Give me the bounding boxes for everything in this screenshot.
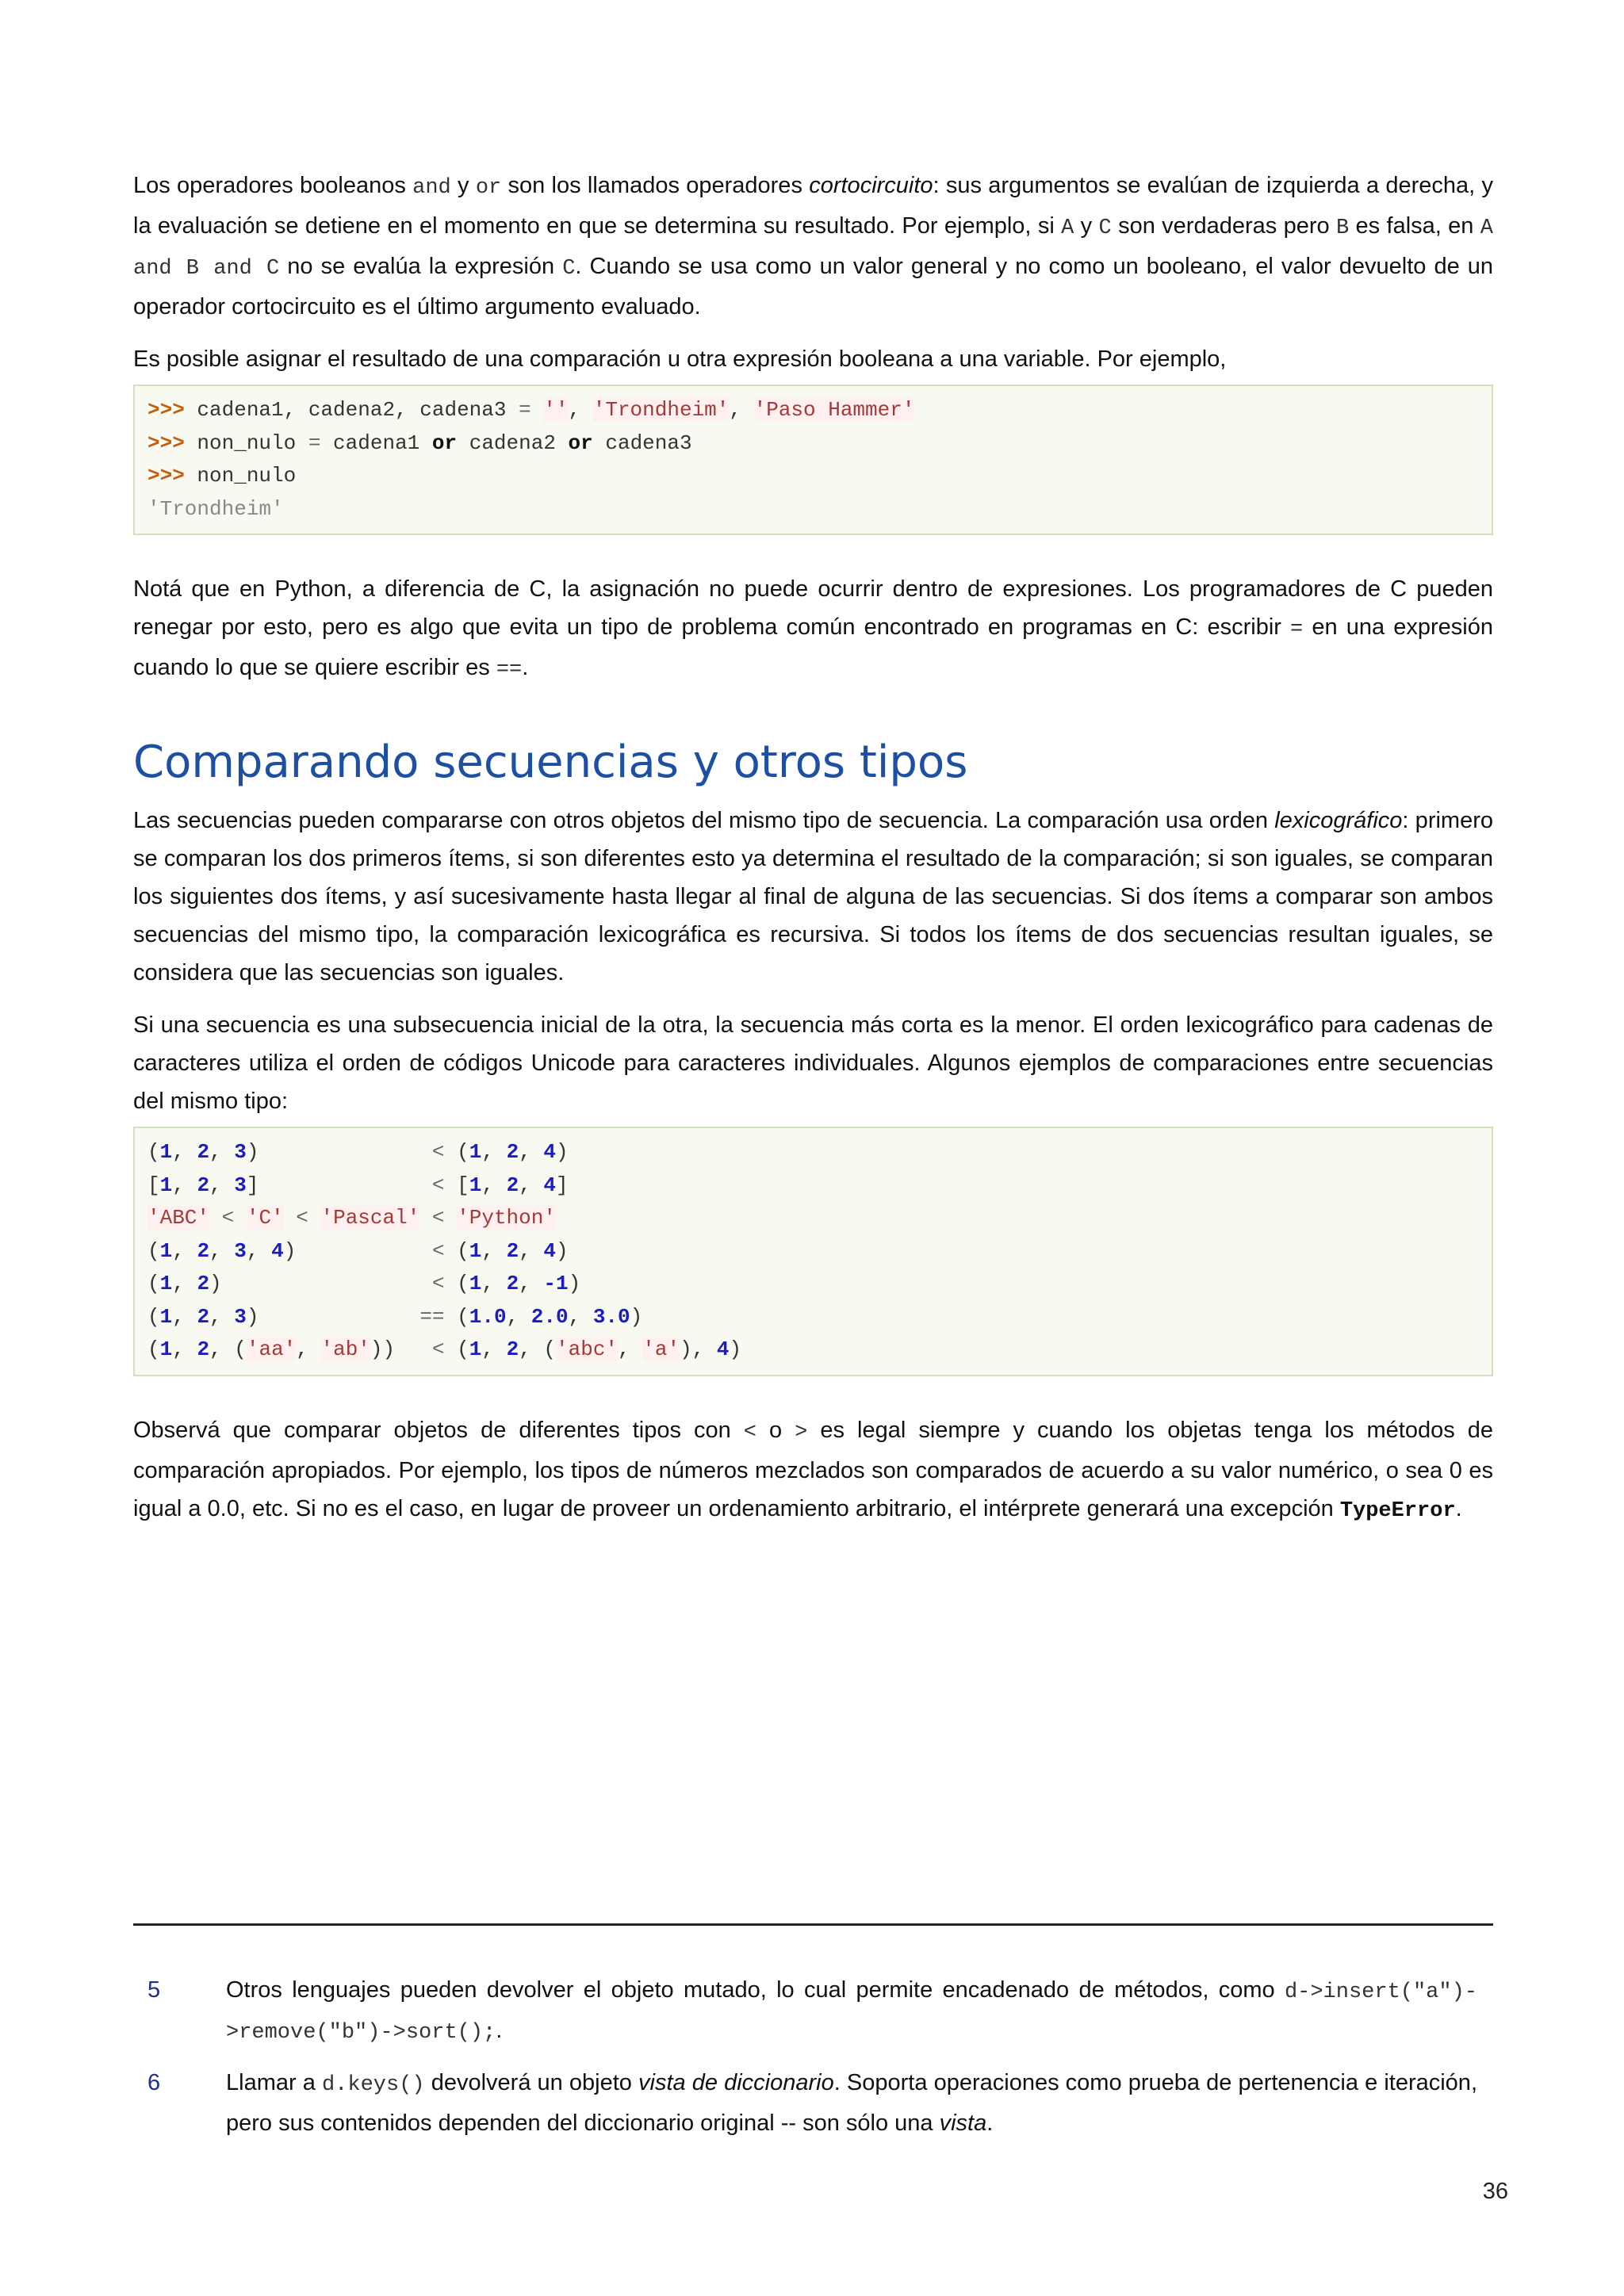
code-text bbox=[308, 1206, 321, 1230]
text: . bbox=[522, 655, 529, 680]
code-line bbox=[147, 460, 1479, 493]
operator: < bbox=[431, 1206, 445, 1230]
code-text: ) bbox=[630, 1304, 643, 1329]
number: 2 bbox=[197, 1140, 210, 1164]
number: -1 bbox=[543, 1272, 569, 1295]
number: 3 bbox=[234, 1304, 247, 1329]
code-text: ) bbox=[209, 1272, 432, 1295]
code-text: ( bbox=[147, 1140, 160, 1164]
number: 2 bbox=[506, 1140, 519, 1164]
code-text: , bbox=[568, 1304, 593, 1329]
code-text: ( bbox=[444, 1140, 469, 1164]
code-text: , bbox=[618, 1337, 643, 1361]
footnote-text bbox=[226, 1971, 1477, 2052]
number: 4 bbox=[716, 1337, 730, 1361]
code-text: , bbox=[209, 1140, 235, 1164]
code-text: )) bbox=[370, 1337, 432, 1361]
string: 'a' bbox=[642, 1337, 680, 1361]
number: 2 bbox=[197, 1337, 210, 1361]
page-number: 36 bbox=[1482, 2179, 1508, 2204]
number: 1 bbox=[159, 1238, 173, 1263]
text: es legal siempre y cuando los objetas tenga los métodos de comparación apropiados. Por ejemplo, los tipos de números mezclados son comparados de acuerdo a su valor numérico, o sea 0 es igual a 0.0, etc. Si no es el caso, en lugar de proveer un ordenamiento arbitrario, el intérprete generará una excepción bbox=[133, 1417, 1493, 1521]
number: 1 bbox=[159, 1304, 173, 1329]
footnote-6 bbox=[133, 2064, 1477, 2143]
code-text: , bbox=[519, 1272, 544, 1295]
code-text: , bbox=[481, 1173, 507, 1197]
text: Los operadores booleanos bbox=[133, 173, 413, 198]
code-line bbox=[147, 1301, 1479, 1334]
number: 1 bbox=[469, 1173, 482, 1197]
code-text: , bbox=[172, 1272, 197, 1295]
string: 'Python' bbox=[457, 1206, 556, 1230]
code-text: , bbox=[209, 1304, 235, 1329]
text: Otros lenguajes pueden devolver el objeto mutado, lo cual permite encadenado de métodos, como bbox=[226, 1977, 1285, 2003]
code-line bbox=[147, 394, 1479, 427]
code-text: cadena1, cadena2, cadena3 bbox=[184, 398, 519, 422]
code-line bbox=[147, 1235, 1479, 1269]
keyword: or bbox=[568, 430, 593, 455]
number: 3 bbox=[234, 1238, 247, 1263]
code-text: ( bbox=[147, 1272, 160, 1295]
inline-code: A bbox=[1061, 216, 1074, 240]
number: 1 bbox=[159, 1140, 173, 1164]
prompt: >>> bbox=[147, 464, 185, 488]
string: 'ab' bbox=[320, 1337, 370, 1361]
code-text: ) bbox=[246, 1304, 420, 1329]
code-text: , bbox=[172, 1173, 197, 1197]
paragraph-asignar: Es posible asignar el resultado de una comparación u otra expresión booleana a una variable. Por ejemplo, bbox=[133, 346, 1227, 372]
inline-code: C bbox=[562, 257, 576, 281]
text: : sus argumentos se evalúan de izquierda a derecha, y la evaluación se detiene en el momento en que se determina su resultado. Por ejemplo, si bbox=[133, 173, 1494, 239]
text: . bbox=[1455, 1495, 1462, 1521]
code-text: , bbox=[519, 1173, 544, 1197]
emphasis: vista bbox=[939, 2110, 987, 2136]
inline-code: d->insert("a")->remove("b")->sort(); bbox=[226, 1980, 1477, 2045]
code-text: , bbox=[296, 1337, 321, 1361]
inline-code: B bbox=[1336, 216, 1350, 240]
code-text: , bbox=[209, 1173, 235, 1197]
code-line bbox=[147, 1169, 1479, 1203]
code-text: ) bbox=[729, 1337, 742, 1361]
operator: < bbox=[431, 1173, 445, 1197]
code-text: ( bbox=[444, 1238, 469, 1263]
inline-code: < bbox=[743, 1420, 756, 1445]
emphasis: vista de diccionario bbox=[638, 2070, 834, 2095]
code-text: , bbox=[481, 1140, 507, 1164]
number: 4 bbox=[543, 1238, 557, 1263]
code-text: , bbox=[481, 1272, 507, 1295]
paragraph-observa bbox=[133, 1411, 1493, 1530]
number: 2 bbox=[506, 1272, 519, 1295]
operator: = bbox=[308, 430, 321, 455]
code-text: , ( bbox=[519, 1337, 557, 1361]
text: Observá que comparar objetos de diferentes tipos con bbox=[133, 1417, 744, 1443]
code-text: [ bbox=[147, 1173, 160, 1197]
inline-code: and bbox=[412, 176, 451, 200]
string: 'C' bbox=[246, 1206, 284, 1230]
number: 1 bbox=[469, 1272, 482, 1295]
code-text: ] bbox=[246, 1173, 432, 1197]
inline-code: C bbox=[1098, 216, 1112, 240]
prompt: >>> bbox=[147, 430, 185, 455]
code-text: , bbox=[481, 1238, 507, 1263]
number: 2 bbox=[506, 1238, 519, 1263]
number: 1 bbox=[469, 1337, 482, 1361]
code-text: , bbox=[246, 1238, 272, 1263]
emphasis: cortocircuito bbox=[809, 173, 933, 198]
operator: < bbox=[296, 1206, 308, 1230]
prompt: >>> bbox=[147, 398, 185, 422]
code-text: ) bbox=[246, 1140, 432, 1164]
text: devolverá un objeto bbox=[424, 2070, 639, 2095]
code-text: ) bbox=[556, 1238, 569, 1263]
paragraph-cortocircuito bbox=[133, 166, 1493, 326]
text: y bbox=[450, 173, 476, 198]
code-text: ( bbox=[147, 1337, 160, 1361]
inline-code: or bbox=[475, 176, 502, 200]
code-block-assign bbox=[133, 385, 1493, 535]
text: es falsa, en bbox=[1349, 213, 1480, 239]
number: 1 bbox=[159, 1272, 173, 1295]
number: 1 bbox=[159, 1173, 173, 1197]
string: 'ABC' bbox=[147, 1206, 210, 1230]
inline-code: == bbox=[496, 658, 523, 682]
text: . bbox=[496, 2018, 503, 2043]
code-text: , bbox=[172, 1140, 197, 1164]
text: en una expresión cuando lo que se quiere escribir es bbox=[133, 614, 1493, 680]
code-text: , bbox=[729, 398, 754, 422]
operator: < bbox=[221, 1206, 235, 1230]
number: 3 bbox=[234, 1140, 247, 1164]
number: 1 bbox=[469, 1238, 482, 1263]
string: 'Pascal' bbox=[320, 1206, 420, 1230]
inline-code: = bbox=[1290, 618, 1304, 641]
code-text: , bbox=[172, 1337, 197, 1361]
code-text: , bbox=[519, 1238, 544, 1263]
number: 2 bbox=[197, 1304, 210, 1329]
number: 2 bbox=[506, 1337, 519, 1361]
code-text: , bbox=[172, 1304, 197, 1329]
code-text: ] bbox=[556, 1173, 569, 1197]
number: 2.0 bbox=[530, 1304, 569, 1329]
code-text: ( bbox=[444, 1304, 469, 1329]
keyword: or bbox=[431, 430, 458, 455]
text: Las secuencias pueden compararse con otros objetos del mismo tipo de secuencia. La comparación usa orden bbox=[133, 808, 1275, 833]
operator: < bbox=[431, 1272, 445, 1295]
text: : primero se comparan los dos primeros ítems, si son diferentes esto ya determina el resultado de la comparación; si son iguales, se comparan los siguientes dos ítems, y así sucesivamente hasta llegar al final de alguna de las secuencias. Si dos ítems a comparar son ambos secuencias del mismo tipo, la comparación lexicográfica es recursiva. Si todos los ítems de dos secuencias resultan iguales, se considera que las secuencias son iguales. bbox=[133, 808, 1493, 985]
code-text: [ bbox=[444, 1173, 469, 1197]
code-line bbox=[147, 427, 1479, 461]
code-text: ( bbox=[147, 1304, 160, 1329]
string: 'aa' bbox=[246, 1337, 297, 1361]
code-text bbox=[445, 1206, 458, 1230]
operator: = bbox=[519, 398, 531, 422]
number: 2 bbox=[506, 1173, 519, 1197]
footnote-5 bbox=[133, 1971, 1477, 2050]
number: 1.0 bbox=[469, 1304, 507, 1329]
code-text: , bbox=[519, 1140, 544, 1164]
number: 1 bbox=[469, 1140, 482, 1164]
code-line bbox=[147, 1202, 1479, 1235]
code-text: cadena1 bbox=[320, 430, 432, 455]
code-output: 'Trondheim' bbox=[147, 496, 284, 521]
footnote-number: 5 bbox=[147, 1977, 161, 2003]
code-text: non_nulo bbox=[184, 430, 308, 455]
code-text: ) bbox=[556, 1140, 569, 1164]
code-text: ( bbox=[444, 1337, 469, 1361]
inline-code: d.keys() bbox=[321, 2073, 425, 2097]
code-text bbox=[234, 1206, 247, 1230]
code-text: ( bbox=[147, 1238, 160, 1263]
number: 3.0 bbox=[592, 1304, 630, 1329]
number: 2 bbox=[197, 1173, 210, 1197]
footnote-divider bbox=[133, 1923, 1493, 1926]
number: 4 bbox=[543, 1140, 557, 1164]
text: son verdaderas pero bbox=[1111, 213, 1336, 239]
string: 'abc' bbox=[556, 1337, 619, 1361]
code-line bbox=[147, 1268, 1479, 1301]
code-text bbox=[531, 398, 544, 422]
number: 2 bbox=[197, 1272, 210, 1295]
code-text: , bbox=[568, 398, 593, 422]
text: . Cuando se usa como un valor general y no como un booleano, el valor devuelto de un operador cortocircuito es el último argumento evaluado. bbox=[133, 254, 1494, 320]
number: 1 bbox=[159, 1337, 173, 1361]
paragraph-subsecuencia: Si una secuencia es una subsecuencia inicial de la otra, la secuencia más corta es la menor. El orden lexicográfico para cadenas de caracteres utiliza el orden de códigos Unicode para caracteres individuales. Algunos ejemplos de comparaciones entre secuencias del mismo tipo: bbox=[133, 1012, 1493, 1114]
code-text: , bbox=[481, 1337, 507, 1361]
operator: < bbox=[431, 1140, 445, 1164]
operator: < bbox=[431, 1337, 445, 1361]
number: 2 bbox=[197, 1238, 210, 1263]
page-body bbox=[133, 166, 1493, 1544]
code-text bbox=[284, 1206, 297, 1230]
inline-code: TypeError bbox=[1339, 1498, 1456, 1523]
string: 'Trondheim' bbox=[592, 398, 730, 422]
text: o bbox=[756, 1417, 795, 1443]
code-block-comparisons bbox=[133, 1127, 1493, 1376]
code-text: ) bbox=[283, 1238, 432, 1263]
inline-code: A and B and C bbox=[133, 216, 1493, 281]
code-text: , ( bbox=[209, 1337, 247, 1361]
text: . bbox=[986, 2110, 994, 2136]
text: Llamar a bbox=[226, 2070, 322, 2095]
code-text bbox=[419, 1206, 432, 1230]
footnote-number: 6 bbox=[147, 2070, 161, 2095]
code-line bbox=[147, 1334, 1479, 1367]
code-text: , bbox=[172, 1238, 197, 1263]
code-text: ( bbox=[444, 1272, 469, 1295]
code-text bbox=[209, 1206, 222, 1230]
text: Notá que en Python, a diferencia de C, la asignación no puede ocurrir dentro de expresiones. Los programadores de C pueden renegar por esto, pero es algo que evita un tipo de problema común encontrado en programas en C: escribir bbox=[133, 576, 1493, 640]
inline-code: > bbox=[795, 1420, 808, 1445]
code-line bbox=[147, 1136, 1479, 1169]
code-text: cadena2 bbox=[457, 430, 569, 455]
operator: < bbox=[431, 1238, 445, 1263]
code-text: non_nulo bbox=[184, 464, 297, 488]
number: 4 bbox=[271, 1238, 284, 1263]
paragraph-nota-c bbox=[133, 570, 1493, 689]
code-text: cadena3 bbox=[592, 430, 692, 455]
section-heading: Comparando secuencias y otros tipos bbox=[133, 737, 968, 788]
code-text: ) bbox=[568, 1272, 581, 1295]
text: y bbox=[1074, 213, 1099, 239]
emphasis: lexicográfico bbox=[1274, 808, 1403, 833]
code-text: , bbox=[209, 1238, 235, 1263]
text: no se evalúa la expresión bbox=[279, 254, 563, 279]
string: 'Paso Hammer' bbox=[753, 398, 915, 422]
code-text: , bbox=[506, 1304, 531, 1329]
footnote-text bbox=[226, 2064, 1477, 2142]
string: '' bbox=[543, 398, 569, 422]
paragraph-secuencias bbox=[133, 802, 1493, 992]
code-text: ), bbox=[680, 1337, 717, 1361]
operator: == bbox=[419, 1304, 445, 1329]
text: . Soporta operaciones como prueba de pertenencia e iteración, pero sus contenidos dependen del diccionario original -- son sólo una bbox=[226, 2070, 1477, 2136]
number: 3 bbox=[234, 1173, 247, 1197]
number: 4 bbox=[543, 1173, 557, 1197]
text: son los llamados operadores bbox=[501, 173, 810, 198]
